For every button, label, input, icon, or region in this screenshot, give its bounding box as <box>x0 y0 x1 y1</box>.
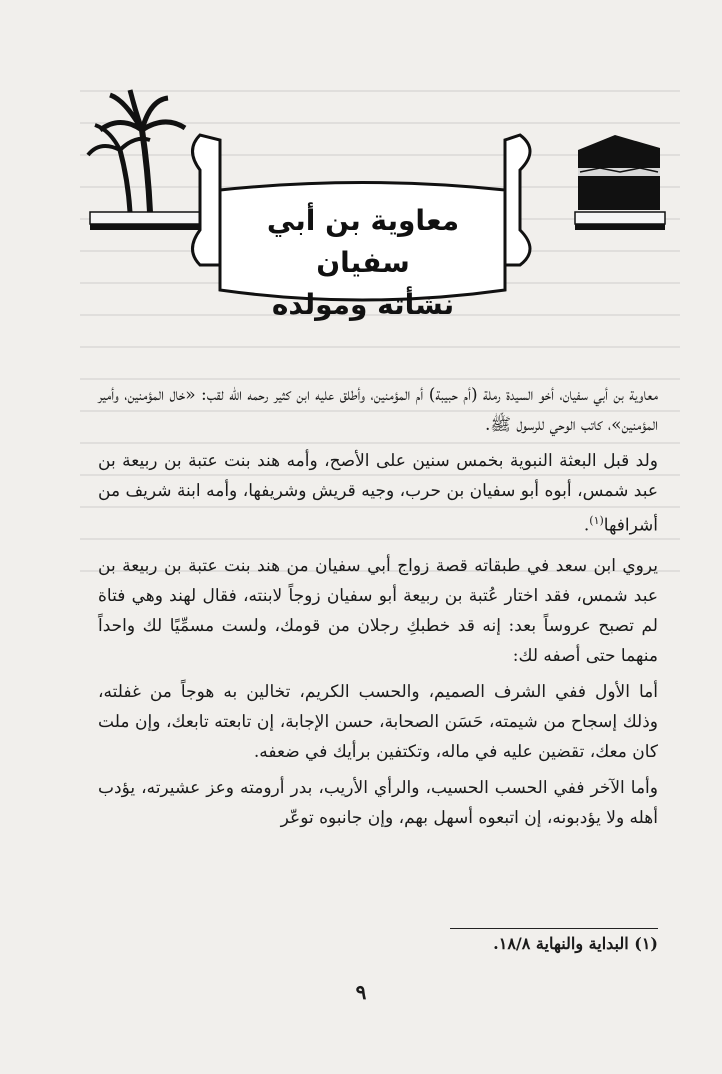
paragraph-3: يروي ابن سعد في طبقاته قصة زواج أبي سفيان من هند بنت عتبة بن ربيعة بن عبد شمس، فقد اختار عُتبة بن ربيعة أبو سفيان زوجاً لابنته، فقال لهند وهي فتاة لم تصبح عروساً بعد: إنه قد خطبكِ رجلان من قومك، ولست مسمِّيًا لك واحداً منهما حتى أصفه لك: <box>98 555 658 666</box>
paragraph-4: أما الأول ففي الشرف الصميم، والحسب الكريم، تخالين به هوجاً من غفلته، وذلك إسجاح من شيمته، حَسَن الصحابة، حسن الإجابة، إن تابعته تابعك، وإن ملت كان معك، تقضين عليه في ماله، وتكتفين برأيك في ضعفه. <box>98 681 658 762</box>
kaaba-illustration <box>575 135 665 230</box>
footnote: (١) البداية والنهاية ١٨/٨. <box>493 934 658 953</box>
paragraph-1: معاوية بن أبي سفيان، أخو السيدة رملة (أم حبيبة) أم المؤمنين، وأطلق عليه ابن كثير رحمه الله لقب: «خال المؤمنين، وأمير المؤمنين»، كاتب الوحي للرسول ﷺ. <box>98 385 658 435</box>
footnote-ref: (١) <box>589 514 604 527</box>
page-number: ٩ <box>355 980 367 1004</box>
paragraph-5: وأما الآخر ففي الحسب الحسيب، والرأي الأريب، بدر أرومته وعز عشيرته، يؤدب أهله ولا يؤدبونه، إن اتبعوه أسهل بهم، وإن جانبوه توعّر <box>98 777 658 828</box>
paragraph-2: ولد قبل البعثة النبوية بخمس سنين على الأصح، وأمه هند بنت عتبة بن ربيعة بن عبد شمس، أبوه أبو سفيان بن حرب، وجيه قريش وشريفها، وأمه ابنة شريف من أشرافها$^{(١)}$. <box>98 451 658 536</box>
title-line-2: نشأته ومولده <box>271 288 455 321</box>
body-text <box>98 380 658 839</box>
footnote-divider <box>450 928 658 929</box>
chapter-title <box>232 200 494 326</box>
chapter-header <box>0 0 722 330</box>
paragraph-2-text: ولد قبل البعثة النبوية بخمس سنين على الأصح، وأمه هند بنت عتبة بن ربيعة بن عبد شمس، أبوه أبو سفيان بن حرب، وجيه قريش وشريفها، وأمه ابنة شريف من أشرافها <box>98 451 658 536</box>
title-line-1: معاوية بن أبي سفيان <box>266 204 460 279</box>
